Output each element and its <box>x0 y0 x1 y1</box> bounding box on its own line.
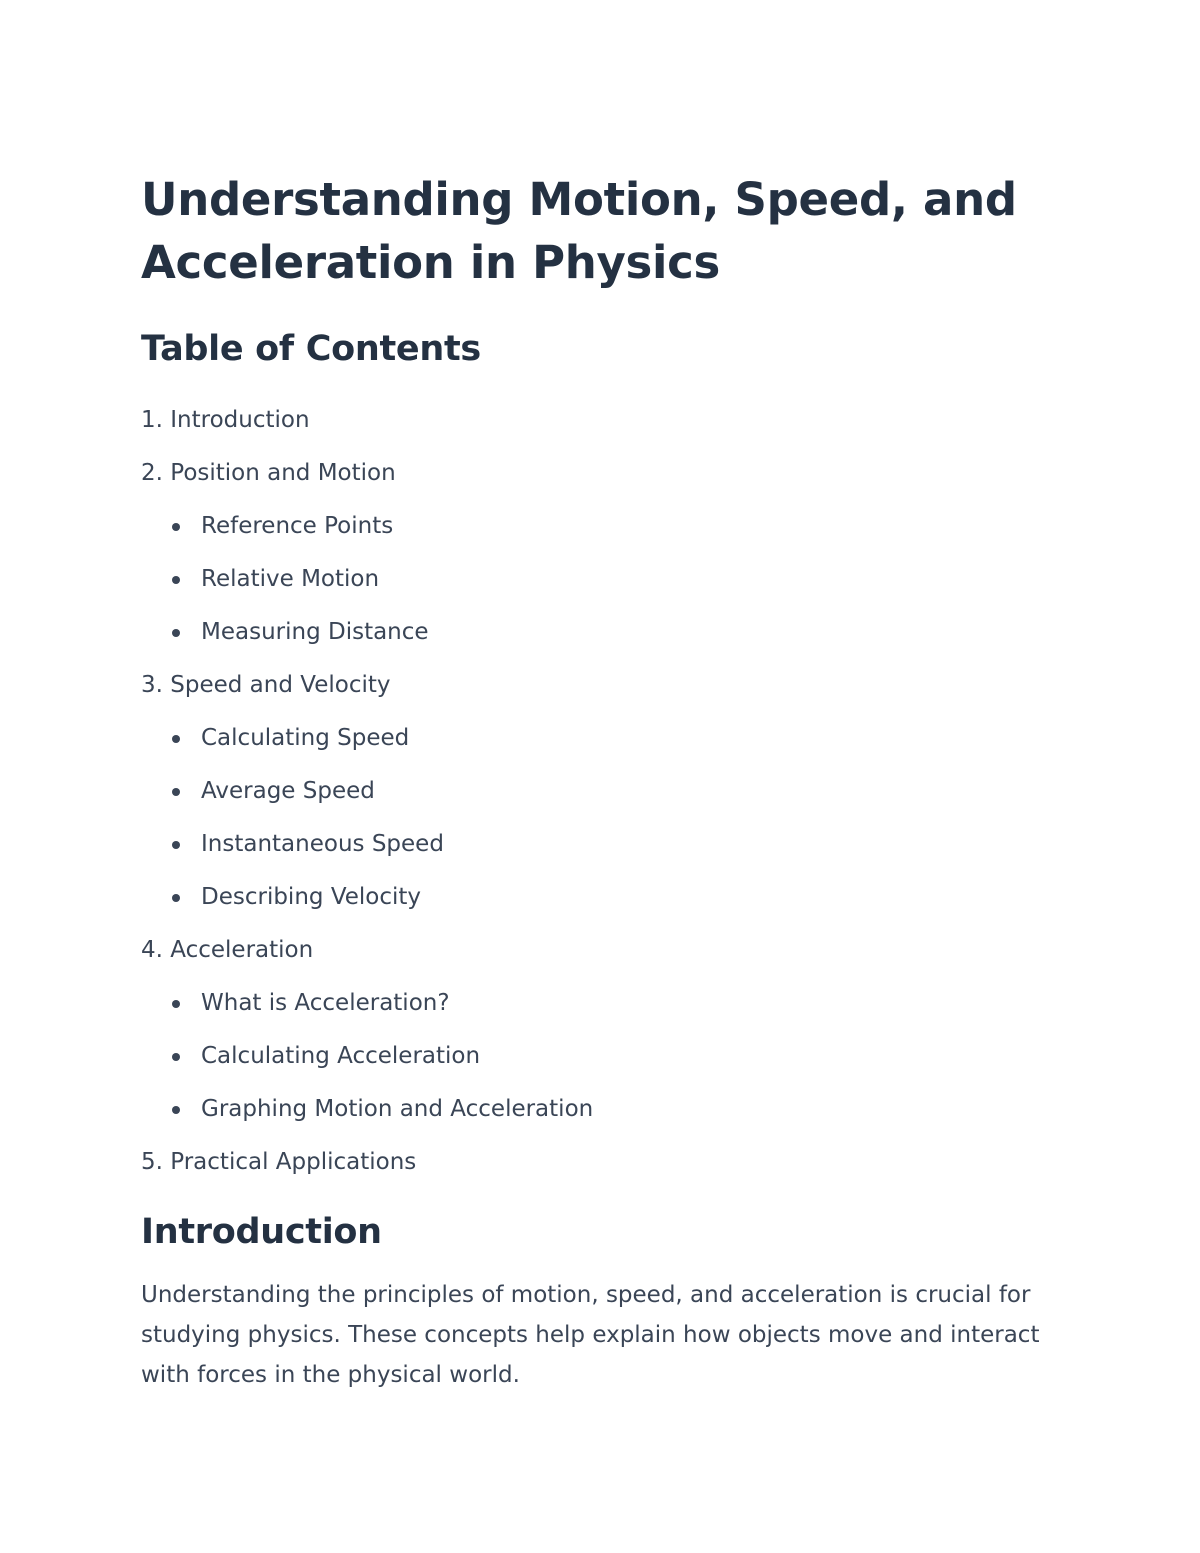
toc-item-speed-and-velocity <box>141 659 1061 712</box>
toc-subitem-label: Calculating Acceleration <box>201 1043 481 1069</box>
toc-label: Introduction <box>170 407 310 433</box>
bullet-icon <box>172 576 180 584</box>
toc-number: 5. <box>141 1149 163 1175</box>
toc-subitem <box>141 1030 1061 1083</box>
bullet-icon <box>172 894 180 902</box>
toc-label: Position and Motion <box>170 460 396 486</box>
bullet-icon <box>172 788 180 796</box>
toc-subitem-label: Calculating Speed <box>201 725 410 751</box>
bullet-icon <box>172 1000 180 1008</box>
toc-number: 1. <box>141 407 163 433</box>
toc-subitem-label: Describing Velocity <box>201 884 422 910</box>
toc-subitem <box>141 818 1061 871</box>
bullet-icon <box>172 523 180 531</box>
toc-subitem-label: Average Speed <box>201 778 375 804</box>
toc-subitem <box>141 553 1061 606</box>
toc-subitem <box>141 606 1061 659</box>
toc-subitem-label: Graphing Motion and Acceleration <box>201 1096 594 1122</box>
introduction-heading: Introduction <box>141 1212 382 1252</box>
toc-sublist <box>141 712 1061 924</box>
bullet-icon <box>172 1053 180 1061</box>
toc-item-acceleration <box>141 924 1061 977</box>
bullet-icon <box>172 841 180 849</box>
toc-subitem-label: Reference Points <box>201 513 394 539</box>
toc-sublist <box>141 500 1061 659</box>
toc-item-introduction <box>141 394 1061 447</box>
toc-heading: Table of Contents <box>141 329 481 369</box>
toc-subitem-label: Instantaneous Speed <box>201 831 444 857</box>
toc-subitem-label: Measuring Distance <box>201 619 429 645</box>
introduction-paragraph: Understanding the principles of motion, speed, and acceleration is crucial for studying physics. These concepts help explain how objects move and interact with forces in the physical world. <box>141 1282 1040 1388</box>
toc-number: 3. <box>141 672 163 698</box>
toc-subitem <box>141 1083 1061 1136</box>
document-title: Understanding Motion, Speed, and Acceleration in Physics <box>141 173 1017 289</box>
toc-item-practical-applications <box>141 1136 1061 1189</box>
toc-label: Practical Applications <box>170 1149 417 1175</box>
bullet-icon <box>172 1106 180 1114</box>
toc-subitem <box>141 500 1061 553</box>
toc-number: 4. <box>141 937 163 963</box>
bullet-icon <box>172 629 180 637</box>
toc-subitem <box>141 871 1061 924</box>
table-of-contents <box>141 394 1061 1189</box>
toc-number: 2. <box>141 460 163 486</box>
toc-sublist <box>141 977 1061 1136</box>
toc-label: Acceleration <box>170 937 314 963</box>
toc-subitem-label: What is Acceleration? <box>201 990 450 1016</box>
toc-item-position-and-motion <box>141 447 1061 500</box>
toc-label: Speed and Velocity <box>170 672 391 698</box>
toc-subitem-label: Relative Motion <box>201 566 380 592</box>
toc-subitem <box>141 712 1061 765</box>
toc-subitem <box>141 977 1061 1030</box>
toc-subitem <box>141 765 1061 818</box>
bullet-icon <box>172 735 180 743</box>
document-page <box>141 168 1061 1395</box>
